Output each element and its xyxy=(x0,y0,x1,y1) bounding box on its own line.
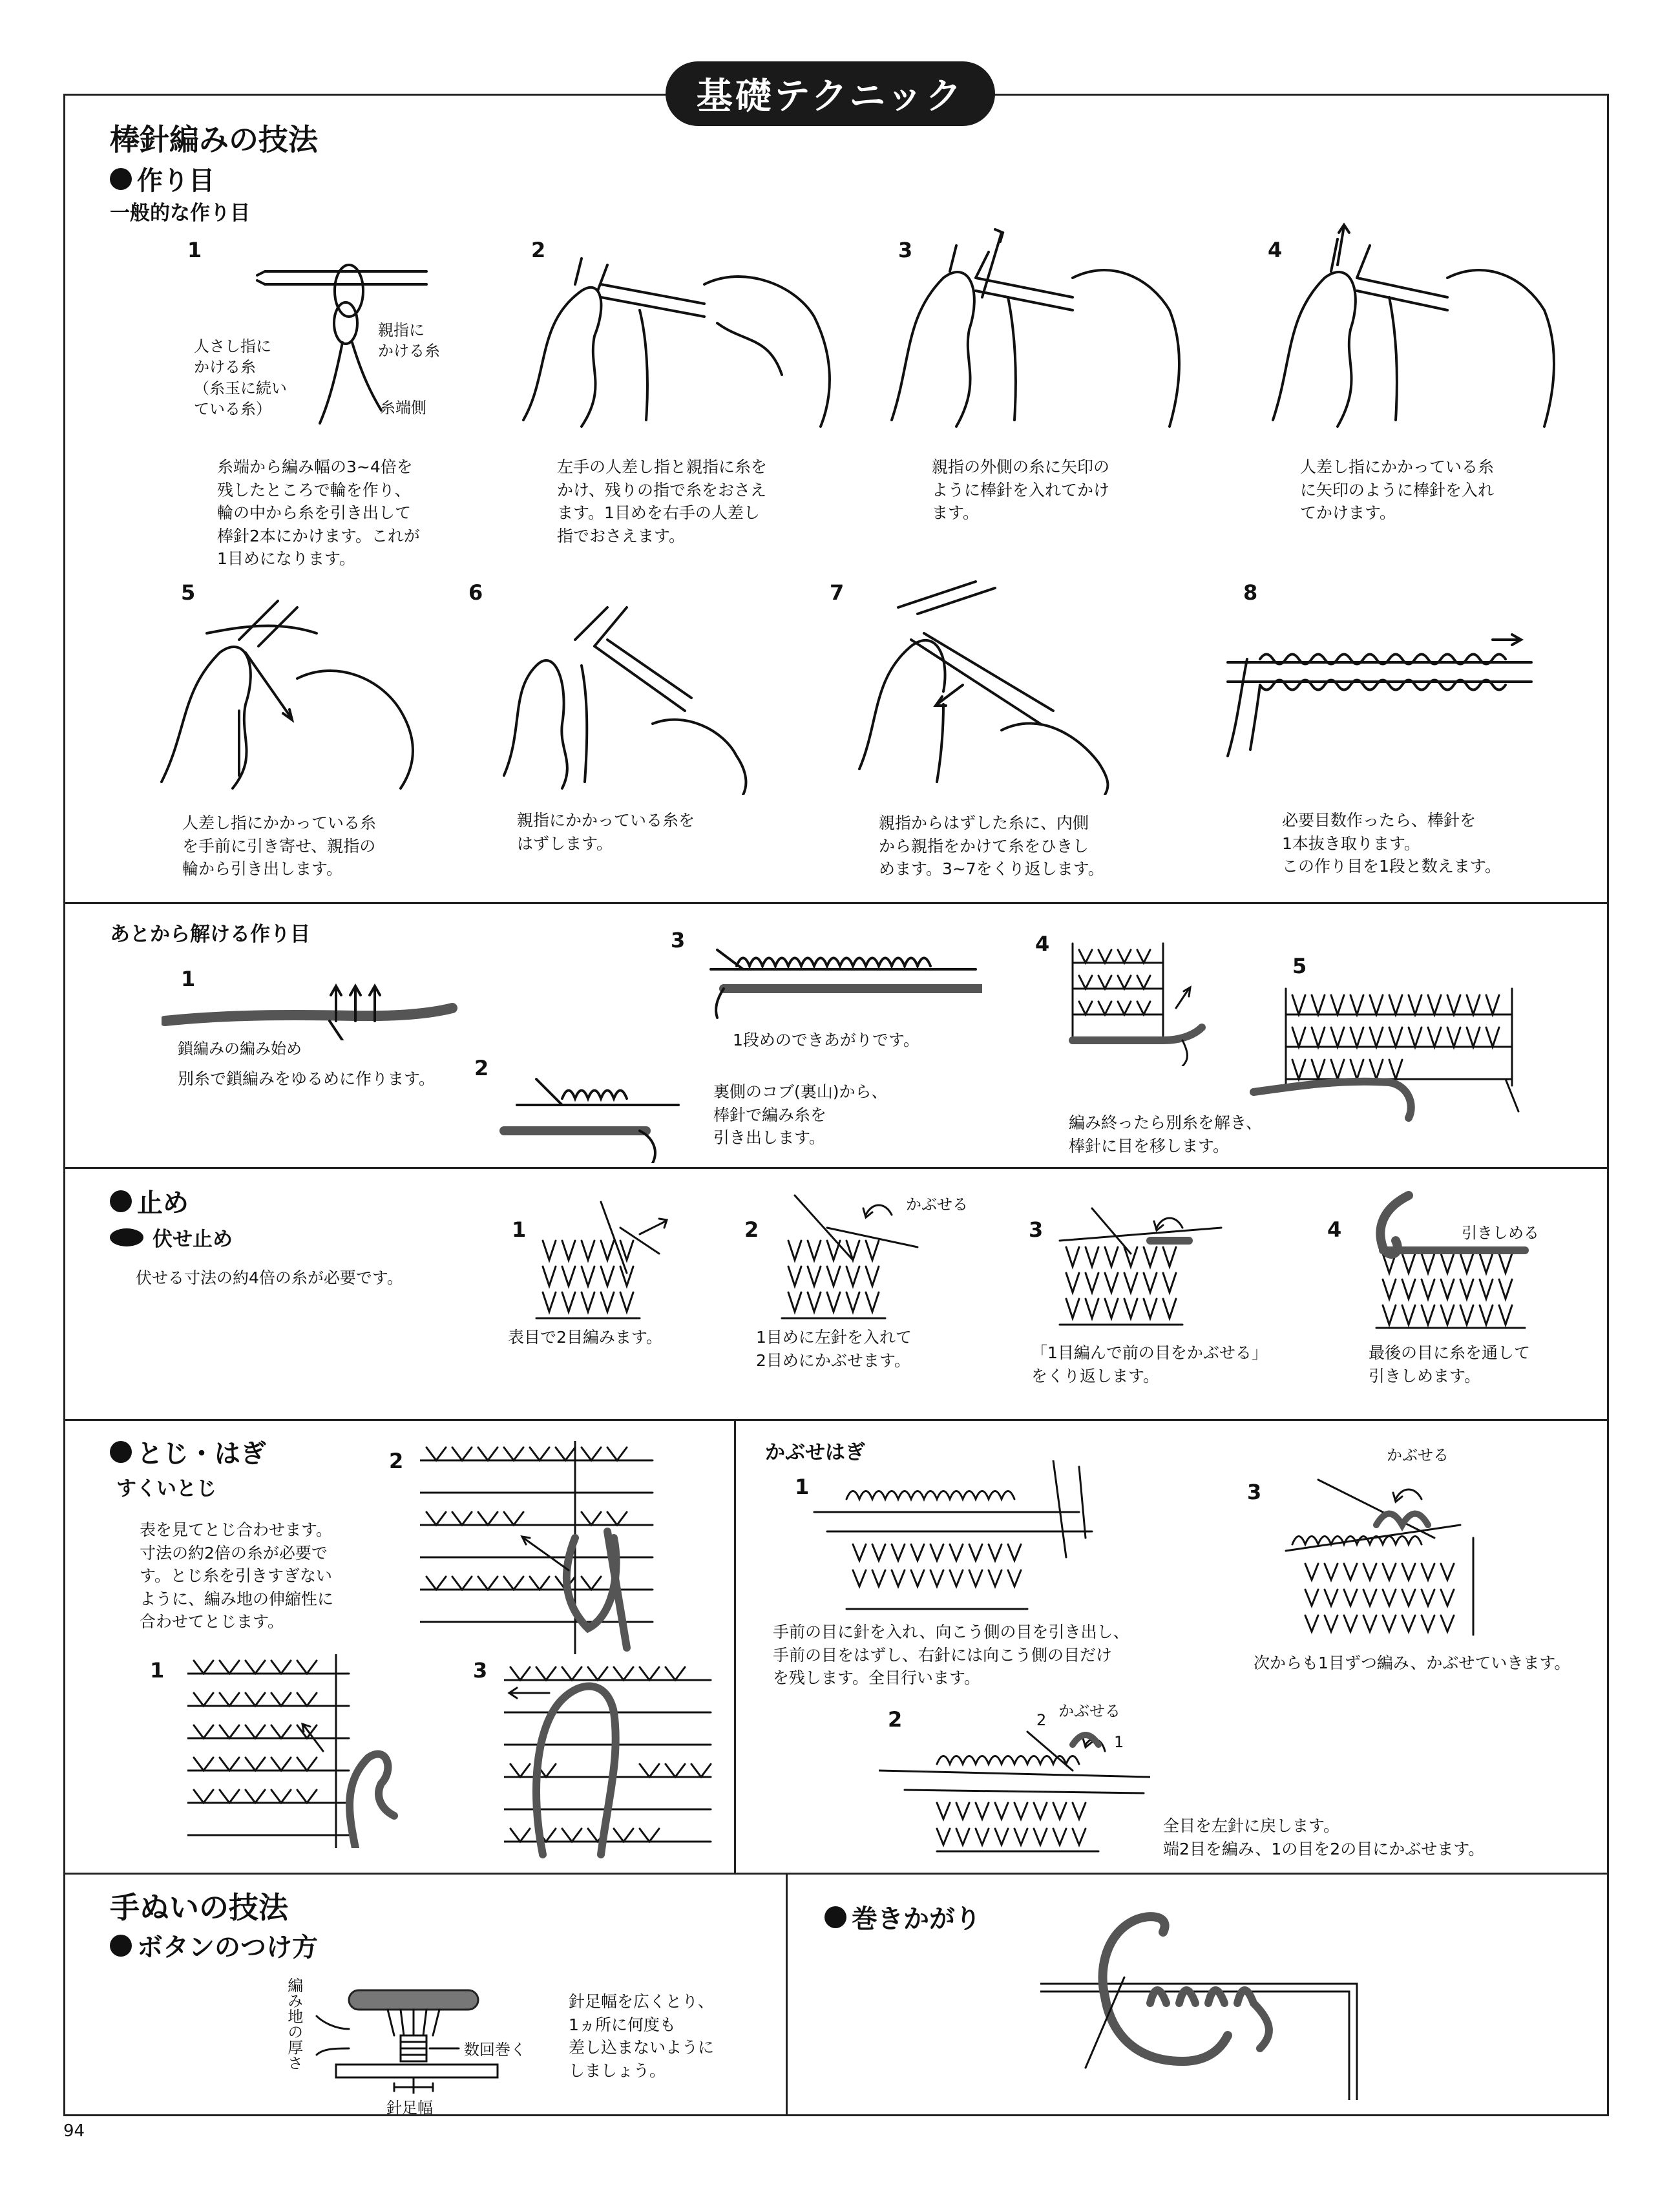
bind-off-join-step-1-number: 1 xyxy=(795,1475,810,1499)
page-header-title: 基礎テクニック xyxy=(666,61,995,126)
provisional-step-2-figure xyxy=(498,1066,691,1163)
divider-sewing-vertical xyxy=(786,1873,788,2116)
thumb-yarn-label: 親指に かける糸 xyxy=(378,321,440,361)
bind-off-join-step-2-text: 全目を左針に戻します。 端2目を編み、1の目を2の目にかぶせます。 xyxy=(1163,1816,1485,1858)
page-number: 94 xyxy=(63,2121,85,2141)
bind-off-step-1-number: 1 xyxy=(512,1217,527,1242)
cast-on-step-2-figure xyxy=(510,246,840,433)
mattress-step-1-figure xyxy=(187,1654,420,1848)
provisional-step-1-figure xyxy=(162,976,459,1040)
fabric-thickness-label: 編み地の厚さ xyxy=(284,1977,303,2070)
yarn-tail-label: 糸端側 xyxy=(380,399,426,417)
provisional-cast-on-title: あとから解ける作り目 xyxy=(110,923,310,946)
bind-off-step-4-tag: 引きしめる xyxy=(1462,1224,1539,1242)
mattress-step-2-figure xyxy=(420,1441,666,1654)
cast-on-step-5-text: 人差し指にかかっている糸 を手前に引き寄せ、親指の 輪から引き出します。 xyxy=(182,814,377,878)
bullet-icon xyxy=(110,1190,132,1212)
provisional-step-3-figure xyxy=(698,937,982,1021)
provisional-step-4-number: 4 xyxy=(1035,932,1050,956)
bind-off-step-3-number: 3 xyxy=(1029,1217,1044,1242)
bullet-icon xyxy=(110,1935,132,1957)
button-sewing-text: 針足幅を広くとり、 1ヵ所に何度も 差し込まないように しましょう。 xyxy=(569,1992,715,2080)
provisional-step-2-number: 2 xyxy=(474,1056,489,1080)
mattress-step-1-number: 1 xyxy=(150,1658,165,1683)
index-finger-yarn-label: 人さし指に かける糸 （糸玉に続い ている糸） xyxy=(194,337,287,419)
button-sewing-title: ボタンのつけ方 xyxy=(110,1927,318,1964)
seaming-title: とじ・はぎ xyxy=(110,1433,266,1470)
bind-off-step-2-number: 2 xyxy=(744,1217,759,1242)
oval-bullet-icon xyxy=(110,1228,143,1246)
bind-off-step-1-text: 表目で2目編みます。 xyxy=(508,1328,662,1347)
cast-on-step-5-number: 5 xyxy=(181,580,196,605)
knitting-section-title: 棒針編みの技法 xyxy=(110,122,318,157)
cast-on-step-4-figure xyxy=(1260,213,1557,433)
cast-on-step-6-number: 6 xyxy=(468,580,483,605)
cast-on-step-6-text: 親指にかかっている糸を はずします。 xyxy=(517,811,695,853)
mattress-stitch-title: すくいとじ xyxy=(116,1477,216,1500)
bind-off-note: 伏せる寸法の約4倍の糸が必要です。 xyxy=(136,1268,403,1287)
bullet-icon xyxy=(110,168,132,190)
mattress-step-2-number: 2 xyxy=(389,1449,404,1473)
whip-stitch-title: 巻きかがり xyxy=(824,1898,981,1935)
bind-off-step-2-text: 1目めに左針を入れて 2目めにかぶせます。 xyxy=(756,1328,912,1370)
bind-off-join-step-1-text: 手前の目に針を入れ、向こう側の目を引き出し、 手前の目をはずし、右針には向こう側の目だけ を残します。全目行います。 xyxy=(773,1623,1129,1687)
cast-on-step-7-number: 7 xyxy=(830,580,845,605)
provisional-step-3-text: 1段めのできあがりです。 xyxy=(733,1031,919,1049)
cast-on-step-8-number: 8 xyxy=(1243,580,1258,605)
bind-off-join-step-2-tag: かぶせる xyxy=(1058,1702,1120,1720)
cast-on-step-4-text: 人差し指にかかっている糸 に矢印のように棒針を入れ てかけます。 xyxy=(1300,457,1495,522)
cast-on-step-8-figure xyxy=(1221,633,1544,762)
divider-bindoff xyxy=(63,1167,1609,1169)
shank-width-label: 針足幅 xyxy=(386,2099,433,2117)
cast-on-step-2-text: 左手の人差し指と親指に糸を かけ、残りの指で糸をおさえ ます。1目めを右手の人差し 指でおさえます。 xyxy=(557,457,768,545)
bind-off-join-step-3-tag: かぶせる xyxy=(1387,1446,1449,1464)
general-cast-on-title: 一般的な作り目 xyxy=(110,202,250,225)
chain-start-label: 鎖編みの編み始め xyxy=(178,1040,302,1058)
bind-off-step-3-text: 「1目編んで前の目をかぶせる」 をくり返します。 xyxy=(1031,1343,1268,1385)
divider-castoff xyxy=(63,902,1609,904)
provisional-step-2-text: 裏側のコブ(裏山)から、 棒針で編み糸を 引き出します。 xyxy=(713,1082,888,1147)
bullet-icon xyxy=(110,1441,132,1463)
mattress-step-3-figure xyxy=(504,1661,717,1861)
bind-off-title: 止め xyxy=(110,1183,189,1219)
cast-on-step-2-number: 2 xyxy=(531,238,546,262)
provisional-step-1-text: 別糸で鎖編みをゆるめに作ります。 xyxy=(178,1069,436,1088)
bind-off-join-step-2-number: 2 xyxy=(888,1707,903,1732)
cast-on-step-3-number: 3 xyxy=(898,238,913,262)
sewing-section-title: 手ぬいの技法 xyxy=(110,1890,288,1925)
cast-on-step-7-text: 親指からはずした糸に、内側 から親指をかけて糸をひきし めます。3~7をくり返します。 xyxy=(879,814,1104,878)
bind-off-step-1-figure xyxy=(530,1195,685,1325)
bind-off-sub-title: 伏せ止め xyxy=(110,1223,233,1252)
divider-seaming-vertical xyxy=(734,1419,736,1873)
bind-off-join-title: かぶせはぎ xyxy=(765,1441,865,1464)
wrap-several-times-label: 数回巻く xyxy=(464,2041,526,2059)
provisional-step-5-figure xyxy=(1247,982,1525,1124)
button-sewing-figure xyxy=(310,1984,543,2094)
bind-off-join-step-3-text: 次からも1目ずつ編み、かぶせていきます。 xyxy=(1254,1654,1571,1672)
cast-on-step-7-figure xyxy=(846,575,1124,795)
bind-off-join-step-3-number: 3 xyxy=(1247,1480,1262,1504)
whip-stitch-figure xyxy=(1040,1906,1376,2100)
divider-sewing xyxy=(63,1873,1609,1875)
cast-on-step-3-text: 親指の外側の糸に矢印の ように棒針を入れてかけ ます。 xyxy=(932,457,1110,522)
bind-off-step-4-text: 最後の目に糸を通して 引きしめます。 xyxy=(1369,1343,1531,1385)
divider-seaming xyxy=(63,1419,1609,1421)
cast-on-step-1-number: 1 xyxy=(187,238,202,262)
cast-on-step-5-figure xyxy=(149,582,426,795)
cast-on-step-8-text: 必要目数作ったら、棒針を 1本抜き取ります。 この作り目を1段と数えます。 xyxy=(1282,811,1501,876)
bind-off-join-step-1-figure xyxy=(808,1460,1098,1615)
bind-off-join-step-2-mark-1: 1 xyxy=(1114,1733,1124,1751)
bind-off-join-step-2-figure xyxy=(879,1706,1150,1855)
bullet-icon xyxy=(824,1906,846,1928)
provisional-step-3-number: 3 xyxy=(671,928,686,952)
cast-on-step-1-text: 糸端から編み幅の3~4倍を 残したところで輪を作り、 輪の中から糸を引き出して 棒針2本にかけます。これが 1目めになります。 xyxy=(217,457,420,568)
cast-on-step-6-figure xyxy=(491,582,762,795)
provisional-step-4-figure xyxy=(1066,937,1215,1066)
bind-off-step-2-tag: かぶせる xyxy=(906,1195,968,1214)
bind-off-step-4-number: 4 xyxy=(1327,1217,1342,1242)
bind-off-join-step-2-mark-2: 2 xyxy=(1036,1711,1047,1729)
cast-on-title: 作り目 xyxy=(110,160,215,197)
cast-on-step-4-number: 4 xyxy=(1268,238,1283,262)
bind-off-join-step-3-figure xyxy=(1279,1473,1512,1641)
provisional-step-5-number: 5 xyxy=(1292,954,1307,978)
bind-off-step-3-figure xyxy=(1053,1202,1234,1331)
bind-off-step-4-figure xyxy=(1357,1189,1544,1331)
provisional-step-1-number: 1 xyxy=(181,967,196,991)
cast-on-step-3-figure xyxy=(879,220,1189,433)
provisional-step-5-text: 編み終ったら別糸を解き、 棒針に目を移します。 xyxy=(1069,1113,1263,1155)
mattress-step-3-number: 3 xyxy=(473,1658,488,1683)
mattress-stitch-text: 表を見てとじ合わせます。 寸法の約2倍の糸が必要で す。とじ糸を引きすぎない ように、編み地の伸縮性に 合わせてとじます。 xyxy=(140,1520,334,1631)
